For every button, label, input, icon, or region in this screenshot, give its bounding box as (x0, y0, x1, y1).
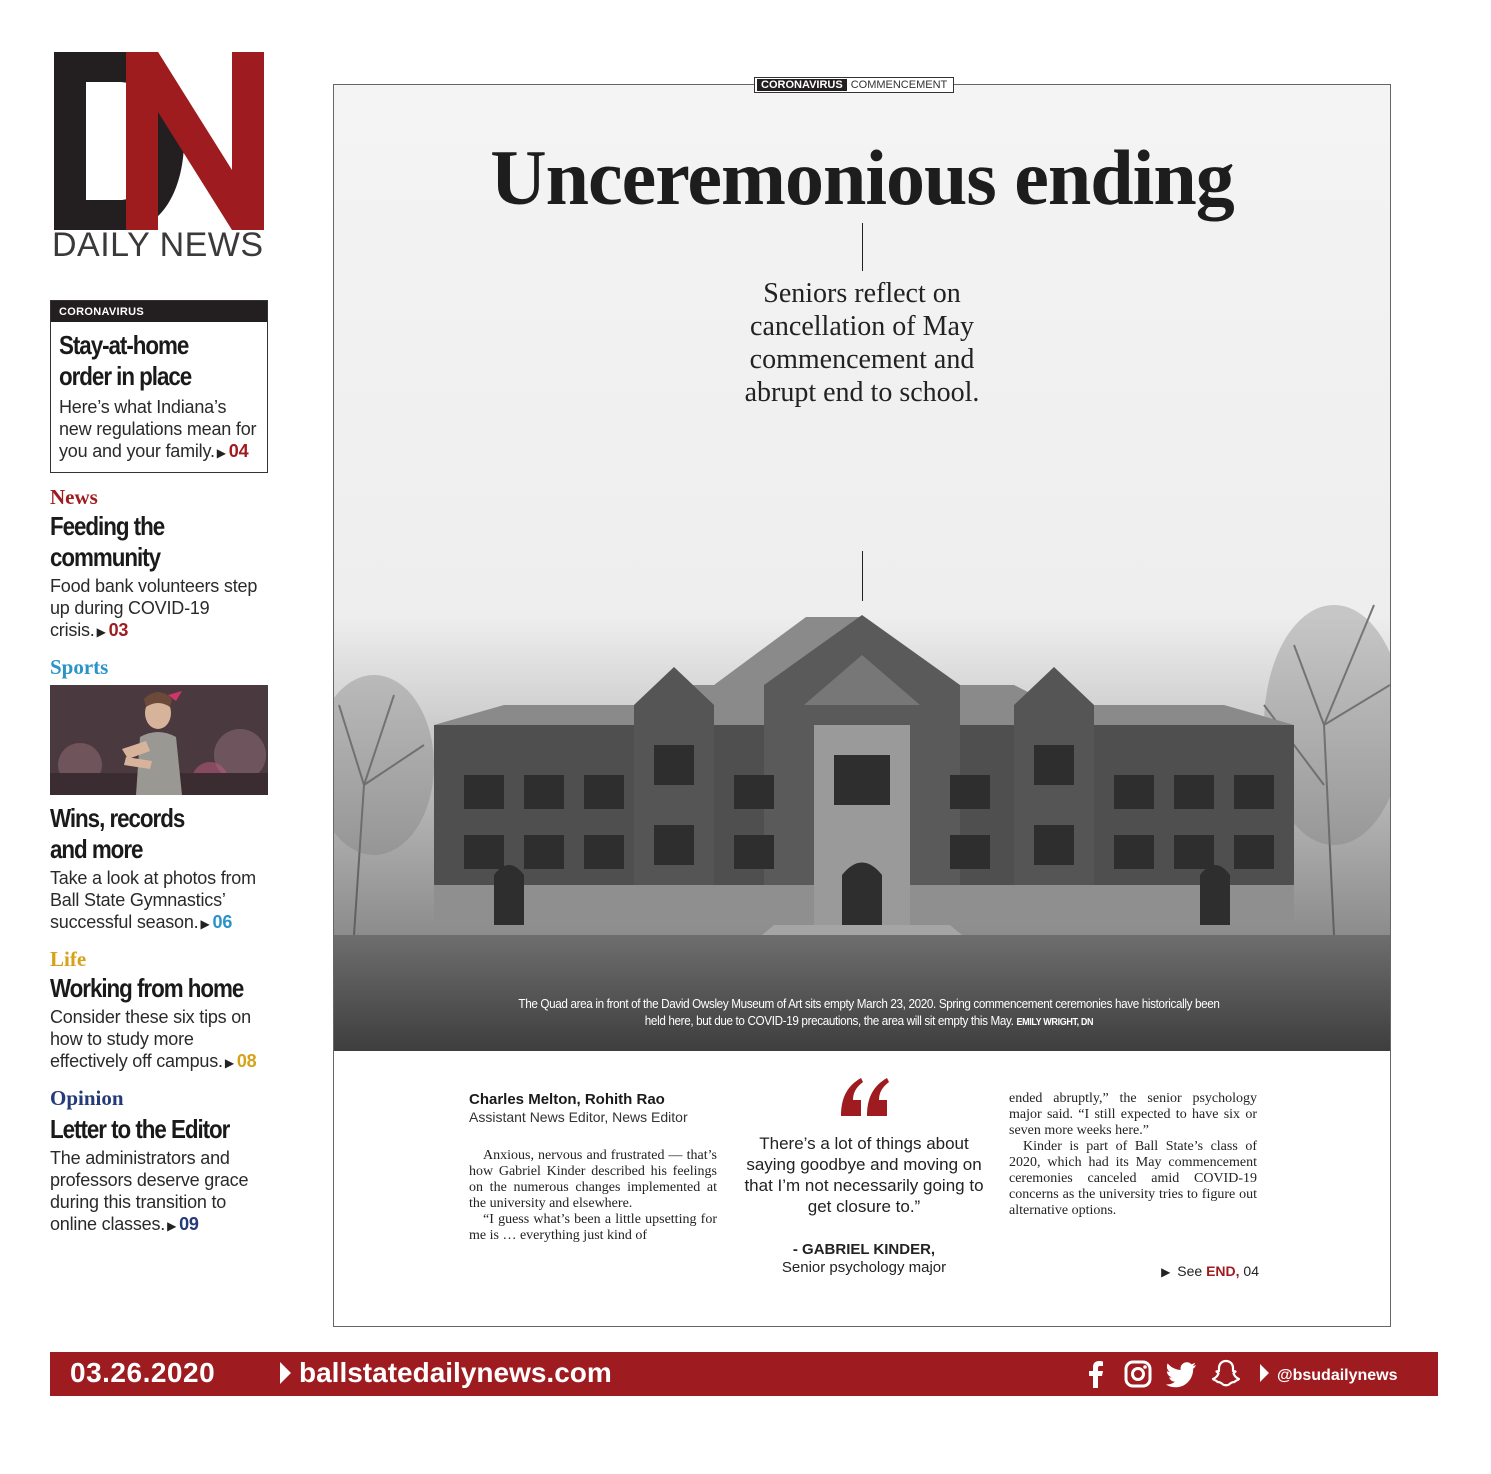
featured-description: Here’s what Indiana’s new regulations mean for you and your family. (59, 397, 257, 461)
news-headline-line1: Feeding the (50, 511, 165, 541)
byline-names: Charles Melton, Rohith Rao (469, 1091, 665, 1108)
sports-description: Take a look at photos from Ball State Gymnastics’ successful season. (50, 868, 256, 932)
sports-section-label: Sports (50, 655, 109, 679)
news-page[interactable]: 03 (108, 620, 129, 640)
story-paragraph: Anxious, nervous and frustrated — that’s how Gabriel Kinder described his feelings on the numerous changes implemented at the university and elsewhere. (469, 1148, 717, 1211)
twitter-icon[interactable] (1166, 1358, 1198, 1390)
instagram-icon[interactable] (1122, 1358, 1154, 1390)
story-paragraph: “I guess what’s been a little upsetting for me is … everything just kind of (469, 1212, 717, 1243)
story-deck: Seniors reflect on cancellation of May commencement and abrupt end to school. (744, 278, 980, 408)
photo-caption (514, 995, 1225, 1031)
sports-page[interactable]: 06 (212, 912, 233, 932)
arrow-right-icon: ▶ (1161, 1265, 1171, 1279)
deck-rule-bottom (862, 551, 863, 601)
arrow-right-icon (1260, 1364, 1269, 1382)
jump-word: END, (1206, 1263, 1240, 1279)
gymnast-photo (50, 685, 268, 795)
pull-quote: There’s a lot of things about saying goodbye and moving on that I’m not necessarily going to get closure to.” (744, 1134, 984, 1216)
social-handle-text: @bsudailynews (1277, 1367, 1398, 1384)
deck-rule-top (862, 223, 863, 271)
main-story (333, 79, 1391, 1327)
website-text: ballstatedailynews.com (299, 1357, 612, 1388)
life-description: Consider these six tips on how to study more effectively off campus. (50, 1007, 251, 1071)
life-section-label: Life (50, 947, 87, 971)
photo-credit: EMILY WRIGHT, DN (1016, 1017, 1094, 1028)
opinion-headline: Letter to the Editor (50, 1114, 230, 1144)
arrow-right-icon (280, 1362, 291, 1384)
news-section-label: News (50, 485, 98, 509)
story-paragraph: ended abruptly,” the senior psychology major said. “I still expected to have six or seven more weeks here.” (1009, 1091, 1257, 1138)
opinion-section-label: Opinion (50, 1086, 124, 1110)
sports-teaser[interactable] (50, 655, 270, 935)
kicker-secondary: COMMENCEMENT (850, 79, 948, 91)
news-description: Food bank volunteers step up during COVID-19 crisis. (50, 576, 258, 640)
featured-teaser[interactable] (50, 300, 268, 473)
issue-date: 03.26.2020 (70, 1357, 216, 1388)
arrow-right-icon: ▶ (224, 1056, 234, 1070)
quote-name: - GABRIEL KINDER, (792, 1241, 936, 1258)
social-handle[interactable] (1260, 1364, 1398, 1385)
daily-news-logo (54, 52, 264, 230)
jump-see: See (1177, 1263, 1203, 1279)
facebook-icon[interactable] (1080, 1358, 1112, 1390)
opinion-page[interactable]: 09 (179, 1214, 199, 1234)
kicker-primary: CORONAVIRUS (757, 79, 847, 91)
pull-quote-attribution (734, 1241, 994, 1277)
arrow-right-icon: ▶ (167, 1219, 177, 1233)
sports-headline-line1: Wins, records (50, 803, 185, 833)
sidebar (50, 300, 270, 1237)
arrow-right-icon: ▶ (200, 917, 210, 931)
news-headline-line2: community (50, 542, 160, 572)
story-column-1 (469, 1148, 717, 1244)
quote-title: Senior psychology major (781, 1259, 947, 1276)
opinion-teaser[interactable] (50, 1086, 270, 1237)
byline-roles: Assistant News Editor, News Editor (469, 1109, 688, 1125)
news-teaser[interactable] (50, 485, 270, 643)
story-column-3 (1009, 1091, 1257, 1219)
featured-tag: CORONAVIRUS (51, 301, 267, 322)
snapchat-icon[interactable] (1210, 1358, 1242, 1390)
quotation-mark-icon (839, 1070, 889, 1120)
caption-text: The Quad area in front of the David Owsley Museum of Art sits empty March 23, 2020. Spring commencement ceremonies have historically been held here, but due to COVID-19 precautions, the area will sit empty this May. (518, 996, 1220, 1028)
featured-page[interactable]: 04 (228, 441, 249, 461)
story-headline: Unceremonious ending (490, 134, 1234, 221)
byline (469, 1091, 719, 1126)
sports-headline-line2: and more (50, 834, 143, 864)
opinion-description: The administrators and professors deserve grace during this transition to online classes. (50, 1148, 249, 1234)
featured-headline-line2: order in place (59, 361, 192, 391)
life-page[interactable]: 08 (236, 1051, 257, 1071)
kicker (754, 77, 954, 93)
arrow-right-icon: ▶ (96, 625, 106, 639)
footer-bar (50, 1352, 1438, 1396)
masthead-name: DAILY NEWS (52, 226, 264, 264)
website-link[interactable] (280, 1357, 612, 1389)
life-teaser[interactable] (50, 947, 270, 1074)
jump-page: 04 (1243, 1263, 1259, 1279)
jump-line[interactable] (1154, 1263, 1259, 1279)
arrow-right-icon: ▶ (216, 446, 226, 460)
life-headline: Working from home (50, 973, 244, 1003)
story-paragraph: Kinder is part of Ball State’s class of 2020, which had its May commencement ceremonies canceled amid COVID-19 concerns as the university tries to figure out alternative options. (1009, 1139, 1257, 1218)
featured-headline-line1: Stay-at-home (59, 330, 189, 360)
